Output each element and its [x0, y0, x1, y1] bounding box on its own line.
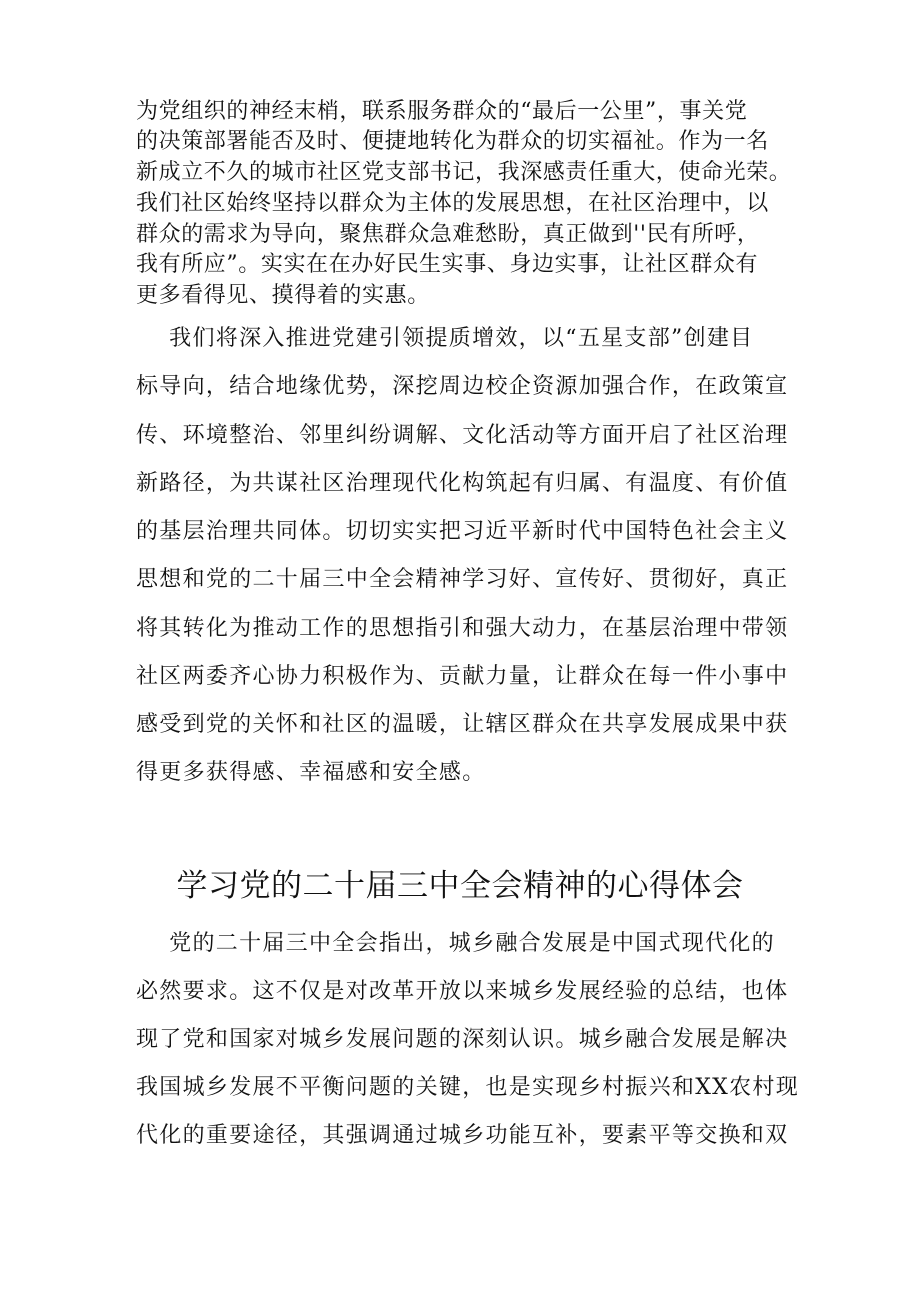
text-line: 我国城乡发展不平衡问题的关键，也是实现乡村振兴和XX农村现 [136, 1075, 800, 1100]
text-line: 我们将深入推进党建引领提质增效，以“五星支部”创建目 [136, 326, 754, 351]
text-line: 代化的重要途径，其强调通过城乡功能互补，要素平等交换和双 [136, 1123, 789, 1148]
text-line: 新成立不久的城市社区党支部书记，我深感责任重大，使命光荣。 [136, 160, 792, 185]
text-line: 标导向，结合地缘优势，深挖周边校企资源加强合作，在政策宣 [136, 374, 789, 399]
text-line: 新路径，为共谋社区治理现代化构筑起有归属、有温度、有价值 [136, 471, 789, 496]
text-line: 我有所应”。实实在在办好民生实事、身边实事，让社区群众有 [136, 252, 759, 277]
text-line: 为党组织的神经末梢，联系服务群众的“最后一公里”，事关党 [136, 99, 748, 124]
text-line: 思想和党的二十届三中全会精神学习好、宣传好、贯彻好，真正 [136, 567, 789, 592]
text-line: 将其转化为推动工作的思想指引和强大动力，在基层治理中带领 [136, 616, 789, 641]
section-title: 学习党的二十届三中全会精神的心得体会 [176, 868, 744, 904]
text-line: 群众的需求为导向，聚焦群众急难愁盼，真正做到''民有所呼， [136, 222, 760, 247]
text-line: 感受到党的关怀和社区的温暖，让辖区群众在共享发展成果中获 [136, 712, 789, 737]
text-line: 党的二十届三中全会指出，城乡融合发展是中国式现代化的 [136, 931, 775, 956]
text-line: 传、环境整治、邻里纠纷调解、文化活动等方面开启了社区治理 [136, 423, 789, 448]
text-line: 的基层治理共同体。切切实实把习近平新时代中国特色社会主义 [136, 519, 789, 544]
text-line: 更多看得见、摸得着的实惠。 [136, 283, 430, 308]
text-line: 现了党和国家对城乡发展问题的深刻认识。城乡融合发展是解决 [136, 1027, 789, 1052]
text-line: 必然要求。这不仅是对改革开放以来城乡发展经验的总结，也体 [136, 979, 789, 1004]
text-line: 我们社区始终坚持以群众为主体的发展思想，在社区治理中，以 [136, 191, 769, 216]
text-line: 的决策部署能否及时、便捷地转化为群众的切实福祉。作为一名 [136, 129, 769, 154]
text-line: 社区两委齐心协力积极作为、贡献力量，让群众在每一件小事中 [136, 664, 789, 689]
text-line: 得更多获得感、幸福感和安全感。 [136, 760, 486, 785]
